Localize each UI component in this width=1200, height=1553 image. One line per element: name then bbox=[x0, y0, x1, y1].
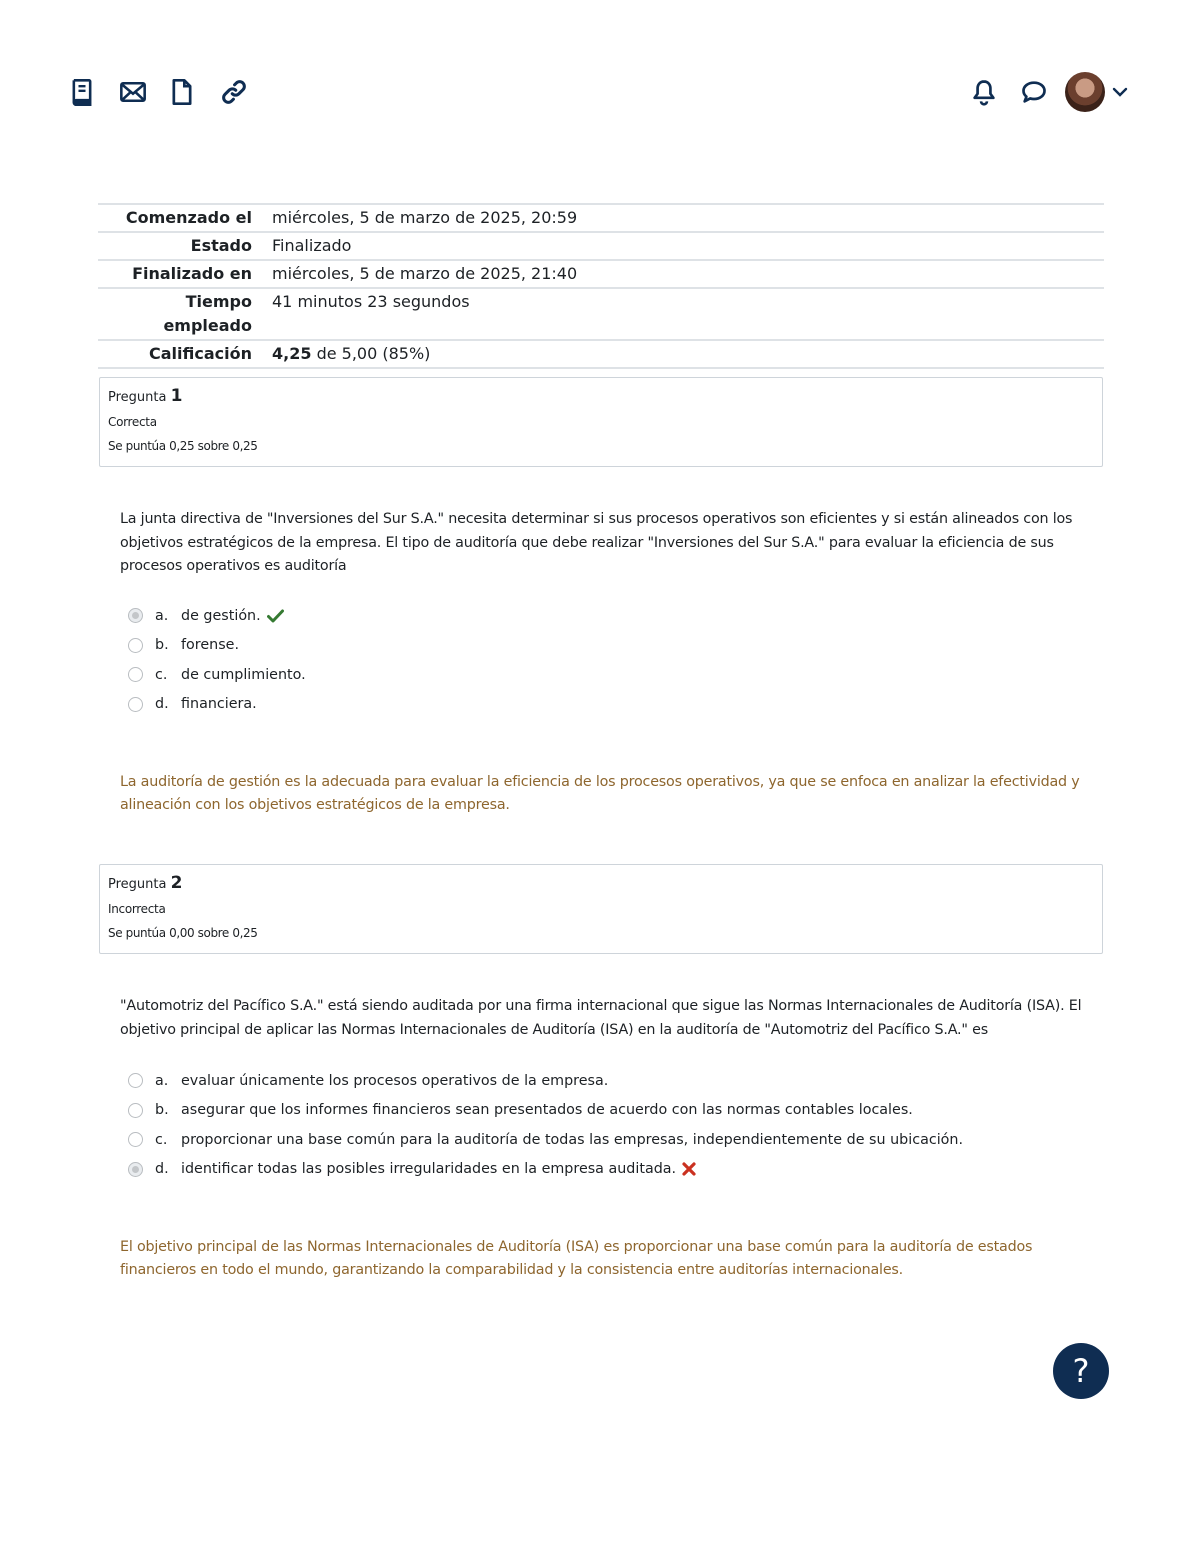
answer-radio[interactable] bbox=[128, 697, 143, 712]
question-state: Incorrecta bbox=[108, 902, 166, 916]
question-text: "Automotriz del Pacífico S.A." está siendo auditada por una firma internacional que sigue las Normas Internacionales de Auditoría (ISA). El objetivo principal de aplicar las Normas Internacionales de Auditoría (ISA) en la auditoría de "Automotriz del Pacífico S.A." es bbox=[120, 998, 1082, 1038]
attempt-summary-table bbox=[98, 203, 1104, 369]
answer-list bbox=[128, 601, 1088, 719]
answer-text: de cumplimiento. bbox=[181, 666, 306, 683]
chevron-down-icon[interactable] bbox=[1110, 80, 1130, 104]
chat-bubble-icon[interactable] bbox=[1018, 76, 1050, 108]
question-number: Pregunta 2 bbox=[108, 873, 183, 893]
summary-key: Comenzado el bbox=[98, 204, 270, 232]
avatar[interactable] bbox=[1065, 72, 1105, 112]
summary-value bbox=[270, 340, 1104, 368]
top-navbar bbox=[0, 0, 1200, 180]
link-icon[interactable] bbox=[218, 76, 250, 108]
answer-option[interactable]: d. identificar todas las posibles irregularidades en la empresa auditada. bbox=[128, 1155, 1088, 1185]
question-text: La junta directiva de "Inversiones del Sur S.A." necesita determinar si sus procesos operativos son eficientes y si están alineados con los objetivos estratégicos de la empresa. El tipo de auditoría que debe realizar "Inversiones del Sur S.A." para evaluar la eficiencia de sus procesos operativos es auditoría bbox=[120, 511, 1073, 574]
answer-option[interactable]: b. asegurar que los informes financieros sean presentados de acuerdo con las normas contables locales. bbox=[128, 1096, 1088, 1126]
answer-option[interactable]: a. evaluar únicamente los procesos operativos de la empresa. bbox=[128, 1066, 1088, 1096]
answer-text: de gestión. bbox=[181, 607, 261, 624]
answer-option[interactable]: d. financiera. bbox=[128, 690, 1088, 720]
question-state: Correcta bbox=[108, 415, 157, 429]
summary-key: Tiempo empleado bbox=[98, 288, 270, 340]
answer-text: evaluar únicamente los procesos operativos de la empresa. bbox=[181, 1072, 609, 1089]
answer-radio[interactable] bbox=[128, 638, 143, 653]
file-icon[interactable] bbox=[166, 76, 198, 108]
summary-value: Finalizado bbox=[270, 232, 1104, 260]
answer-text: asegurar que los informes financieros sean presentados de acuerdo con las normas contables locales. bbox=[181, 1102, 913, 1119]
general-feedback: El objetivo principal de las Normas Internacionales de Auditoría (ISA) es proporcionar una base común para la auditoría de estados financieros en todo el mundo, garantizando la comparabilidad y la consistencia entre auditorías internacionales. bbox=[120, 1239, 1033, 1278]
answer-option[interactable]: a. de gestión. bbox=[128, 601, 1088, 631]
summary-key: Finalizado en bbox=[98, 260, 270, 288]
envelope-icon[interactable] bbox=[117, 76, 149, 108]
answer-text: financiera. bbox=[181, 696, 257, 713]
answer-radio[interactable] bbox=[128, 1103, 143, 1118]
answer-text: forense. bbox=[181, 637, 239, 654]
summary-row bbox=[98, 232, 1104, 260]
summary-row bbox=[98, 204, 1104, 232]
check-icon bbox=[267, 609, 284, 623]
summary-key: Calificación bbox=[98, 340, 270, 368]
help-button[interactable]: ? bbox=[1053, 1343, 1109, 1399]
bell-icon[interactable] bbox=[968, 76, 1000, 108]
answer-text: proporcionar una base común para la auditoría de todas las empresas, independientemente de su ubicación. bbox=[181, 1131, 964, 1148]
answer-radio[interactable] bbox=[128, 608, 143, 623]
answer-text: identificar todas las posibles irregularidades en la empresa auditada. bbox=[181, 1161, 677, 1178]
grade-value: 4,25 bbox=[272, 344, 312, 363]
answer-radio[interactable] bbox=[128, 1073, 143, 1088]
answer-option[interactable]: b. forense. bbox=[128, 631, 1088, 661]
question-info-box bbox=[99, 864, 1103, 954]
question-grade: Se puntúa 0,00 sobre 0,25 bbox=[108, 926, 258, 940]
answer-radio[interactable] bbox=[128, 667, 143, 682]
summary-row bbox=[98, 260, 1104, 288]
question-number: Pregunta 1 bbox=[108, 386, 183, 406]
general-feedback: La auditoría de gestión es la adecuada para evaluar la eficiencia de los procesos operativos, ya que se enfoca en analizar la efectividad y alineación con los objetivos estratégicos de la empresa. bbox=[120, 774, 1080, 813]
cross-icon bbox=[682, 1162, 696, 1176]
answer-option[interactable]: c. proporcionar una base común para la auditoría de todas las empresas, independientemente de su ubicación. bbox=[128, 1125, 1088, 1155]
question-grade: Se puntúa 0,25 sobre 0,25 bbox=[108, 439, 258, 453]
question-info-box bbox=[99, 377, 1103, 467]
grade-total: de 5,00 (85%) bbox=[311, 344, 431, 363]
summary-row bbox=[98, 340, 1104, 368]
summary-row bbox=[98, 288, 1104, 340]
summary-value: miércoles, 5 de marzo de 2025, 21:40 bbox=[270, 260, 1104, 288]
answer-radio[interactable] bbox=[128, 1162, 143, 1177]
answer-radio[interactable] bbox=[128, 1132, 143, 1147]
summary-value: 41 minutos 23 segundos bbox=[270, 288, 1104, 340]
answer-option[interactable]: c. de cumplimiento. bbox=[128, 660, 1088, 690]
book-icon[interactable] bbox=[66, 76, 98, 108]
summary-key: Estado bbox=[98, 232, 270, 260]
summary-value: miércoles, 5 de marzo de 2025, 20:59 bbox=[270, 204, 1104, 232]
answer-list bbox=[128, 1066, 1088, 1184]
